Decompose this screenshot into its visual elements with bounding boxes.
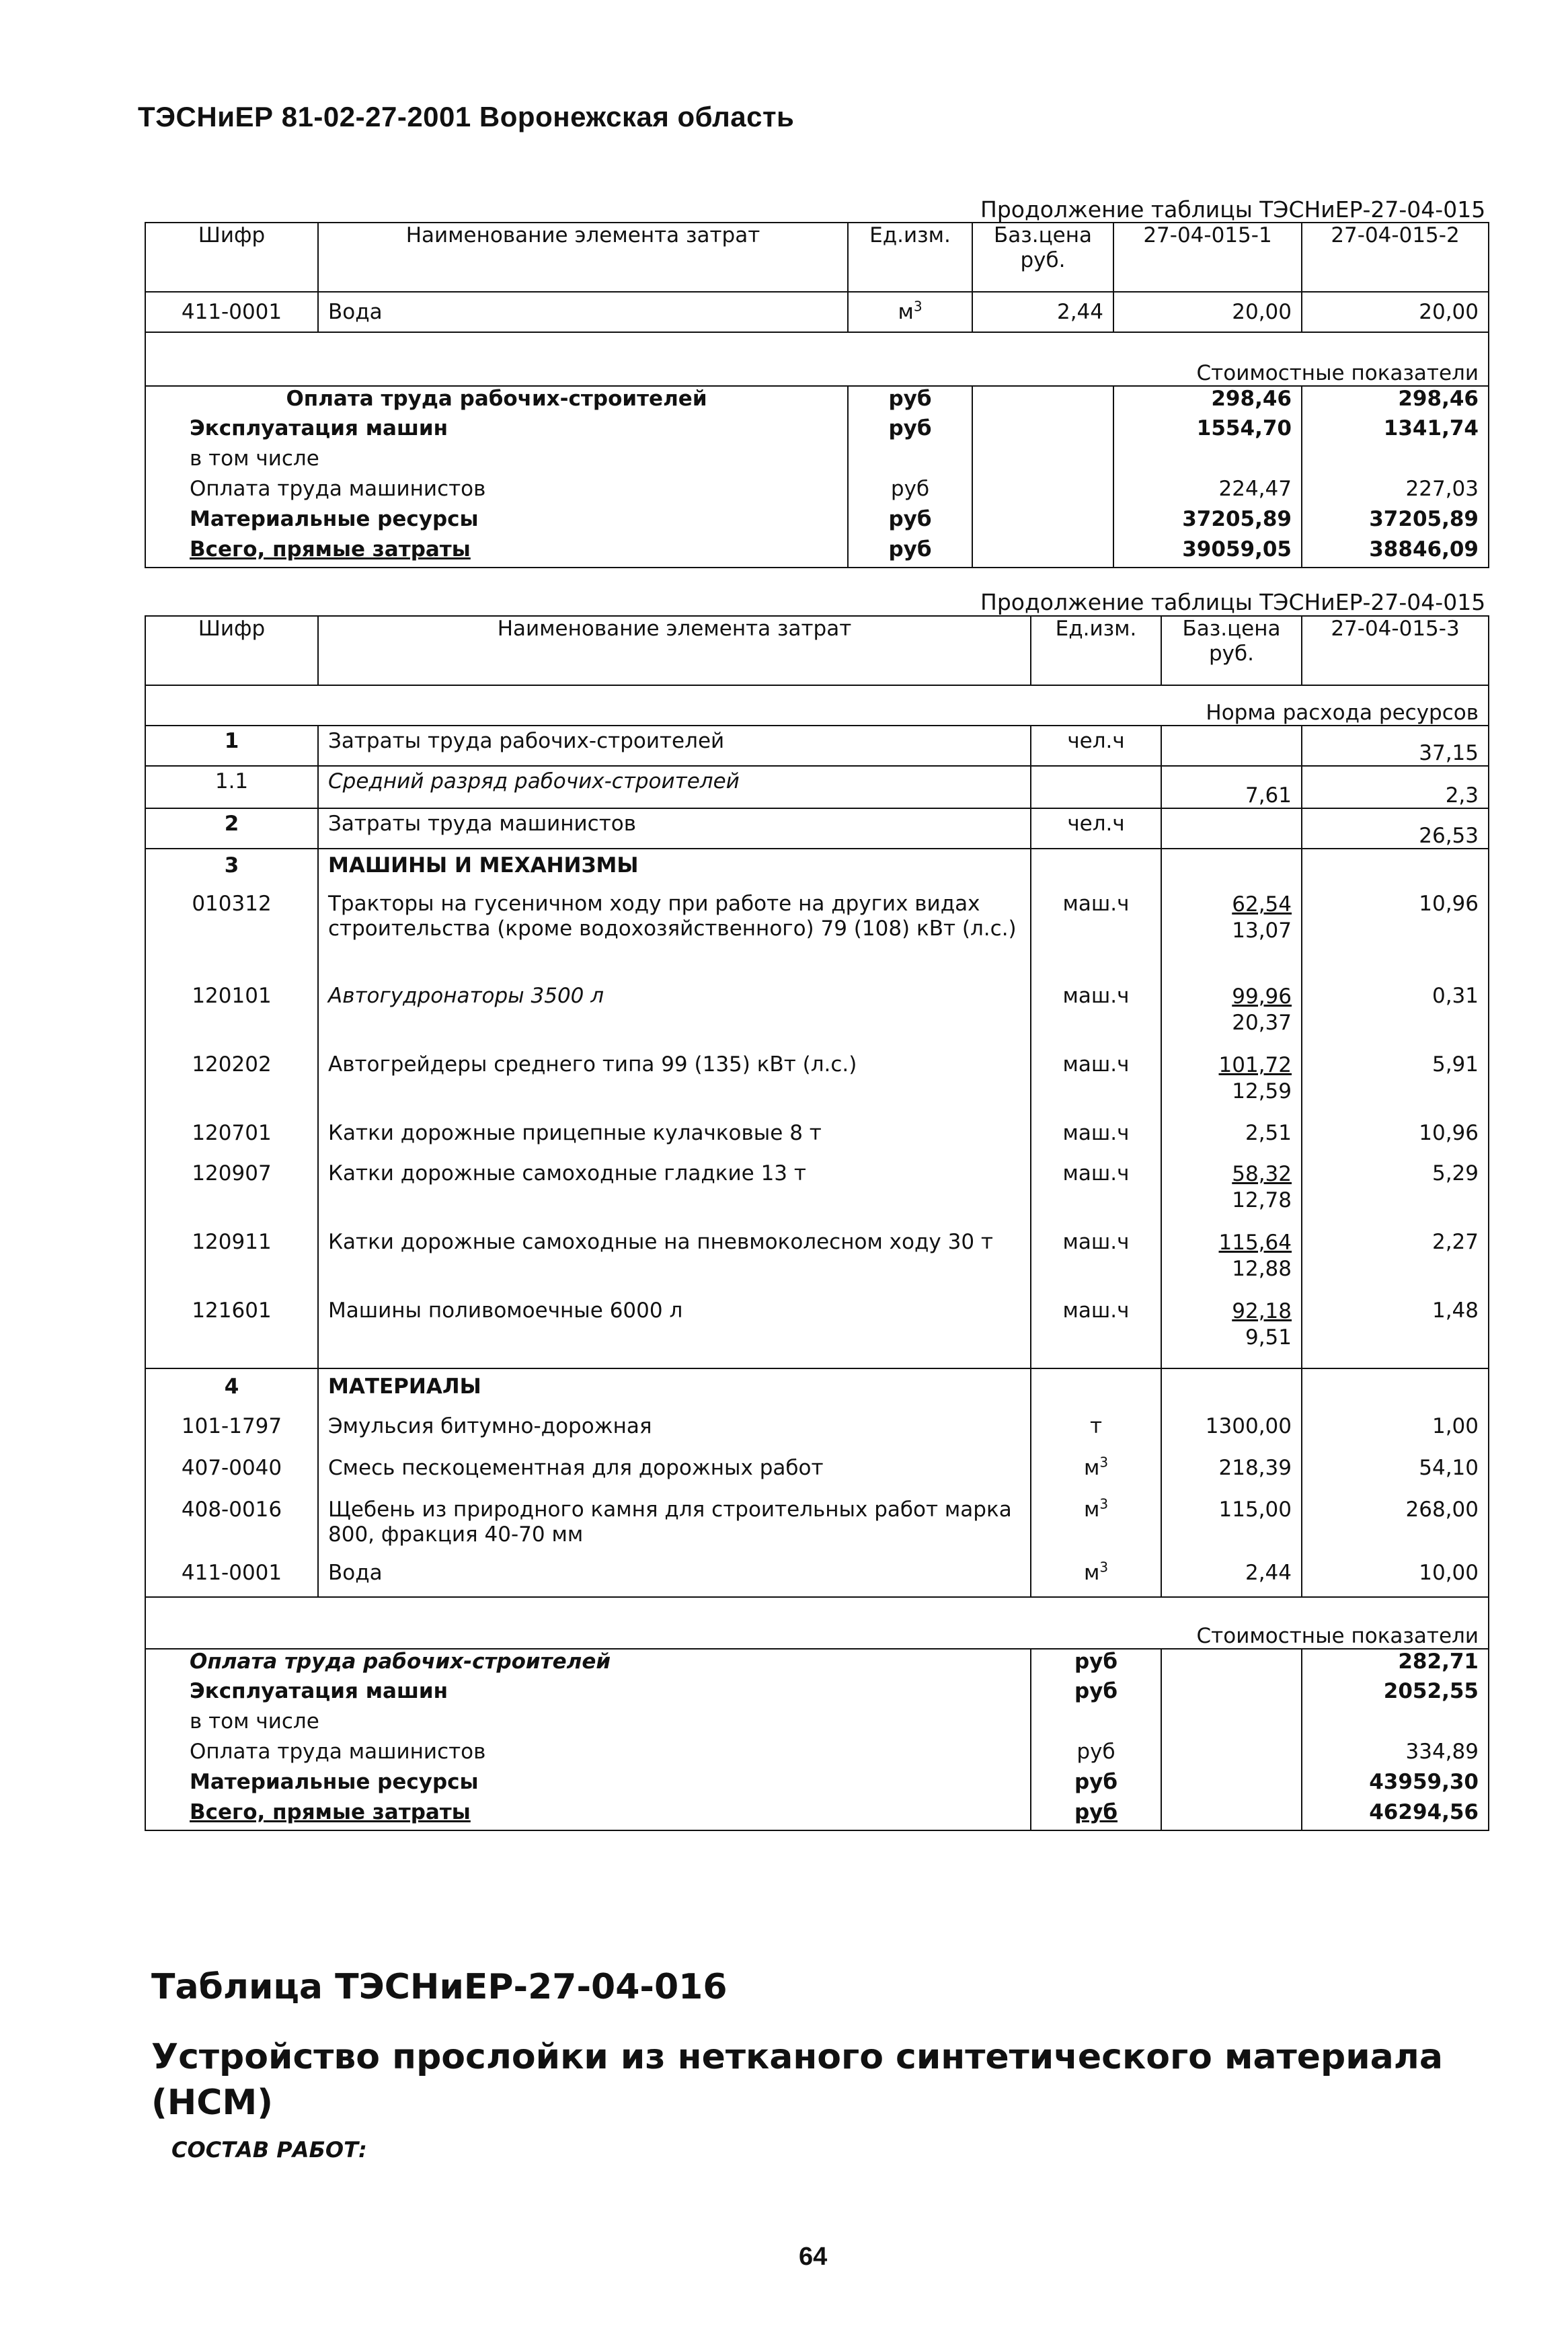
table-row: 408-0016 Щебень из природного камня для строительных работ марка 800, фракция 40-70 мм $м^3$ 115,00 268,00 [145,1493,1489,1558]
table-row: 1.1 Средний разряд рабочих-строителей 7,61 2,3 [145,766,1489,808]
table2-header-row [145,616,1489,685]
table-row: 411-0001 Вода $м^3$ 2,44 10,00 [145,1558,1489,1597]
header-code: Шифр [145,616,318,685]
table-row: 1 Затраты труда рабочих-строителей чел.ч 37,15 [145,726,1489,766]
header-base-price: Баз.цена руб. [972,223,1113,292]
table-row: 120202 Автогрейдеры среднего типа 99 (135) кВт (л.с.) маш.ч 101,72 12,59 5,91 [145,1052,1489,1121]
table1-header-row [145,223,1489,292]
row-name: Вода [318,292,848,332]
cost-section-label: Стоимостные показатели [145,1621,1489,1649]
table-row: Материальные ресурсы руб 37205,89 37205,89 [145,507,1489,537]
row-v2: 20,00 [1302,292,1489,332]
next-table-title: Таблица ТЭСНиЕР-27-04-016 [151,1967,728,2007]
table-row: 120101 Автогудронаторы 3500 л маш.ч 99,96 20,37 0,31 [145,984,1489,1052]
table-row [145,292,1489,332]
norm-section-label: Норма расхода ресурсов [145,685,1489,726]
table1 [145,222,1489,568]
table2-continuation: Продолжение таблицы ТЭСНиЕР-27-04-015 [980,589,1486,615]
table-row: Всего, прямые затраты руб 39059,05 38846,09 [145,537,1489,568]
header-col1: 27-04-015-3 [1302,616,1489,685]
table-row: в том числе [145,447,1489,477]
table-row: Эксплуатация машин руб 2052,55 [145,1679,1489,1709]
row-unit: $м^3$ [848,292,972,332]
table2-cost-section [145,1621,1489,1649]
table-row: 407-0040 Смесь пескоцементная для дорожных работ $м^3$ 218,39 54,10 [145,1452,1489,1493]
table-row: Оплата труда машинистов руб 334,89 [145,1740,1489,1770]
header-name: Наименование элемента затрат [318,223,848,292]
table-row: 121601 Машины поливомоечные 6000 л маш.ч 92,18 9,51 1,48 [145,1298,1489,1368]
table2-norm-section [145,685,1489,726]
table-row: Оплата труда машинистов руб 224,47 227,03 [145,477,1489,507]
table-row: Материальные ресурсы руб 43959,30 [145,1770,1489,1800]
cost-section-label: Стоимостные показатели [145,358,1489,386]
header-name: Наименование элемента затрат [318,616,1031,685]
table-row: Оплата труда рабочих-строителей руб 298,46 298,46 [145,386,1489,416]
header-unit: Ед.изм. [1031,616,1161,685]
header-code: Шифр [145,223,318,292]
header-col2: 27-04-015-2 [1302,223,1489,292]
table-row: 2 Затраты труда машинистов чел.ч 26,53 [145,808,1489,849]
row-code: 411-0001 [145,292,318,332]
table-row: 120907 Катки дорожные самоходные гладкие 13 т маш.ч 58,32 12,78 5,29 [145,1161,1489,1230]
machines-section: 3 МАШИНЫ И МЕХАНИЗМЫ [145,849,1489,888]
next-table-subtitle: Устройство прослойки из нетканого синтетического материала (НСМ) [151,2037,1443,2123]
row-v1: 20,00 [1113,292,1302,332]
table-row: 010312 Тракторы на гусеничном ходу при работе на других видах строительства (кроме водохозяйственного) 79 (108) кВт (л.с.) маш.ч 62,54 13,07 10,96 [145,888,1489,984]
table-row: 120701 Катки дорожные прицепные кулачковые 8 т маш.ч 2,51 10,96 [145,1121,1489,1161]
table-row: Всего, прямые затраты руб 46294,56 [145,1800,1489,1830]
table-row: в том числе [145,1709,1489,1740]
work-composition-label: СОСТАВ РАБОТ: [171,2137,367,2163]
header-col1: 27-04-015-1 [1113,223,1302,292]
table-row: 120911 Катки дорожные самоходные на пневмоколесном ходу 30 т маш.ч 115,64 12,88 2,27 [145,1230,1489,1298]
header-unit: Ед.изм. [848,223,972,292]
table-row: Оплата труда рабочих-строителей руб 282,71 [145,1649,1489,1679]
table1-cost-section [145,358,1489,386]
row-base: 2,44 [972,292,1113,332]
table-row: 101-1797 Эмульсия битумно-дорожная т 1300,00 1,00 [145,1410,1489,1452]
table2 [145,615,1489,1831]
document-header: ТЭСНиЕР 81-02-27-2001 Воронежская область [138,101,795,132]
table-row: Эксплуатация машин руб 1554,70 1341,74 [145,416,1489,447]
header-base-price: Баз.цена руб. [1161,616,1302,685]
page-number: 64 [799,2243,828,2271]
materials-section: 4 МАТЕРИАЛЫ [145,1368,1489,1410]
table1-continuation: Продолжение таблицы ТЭСНиЕР-27-04-015 [980,196,1486,223]
